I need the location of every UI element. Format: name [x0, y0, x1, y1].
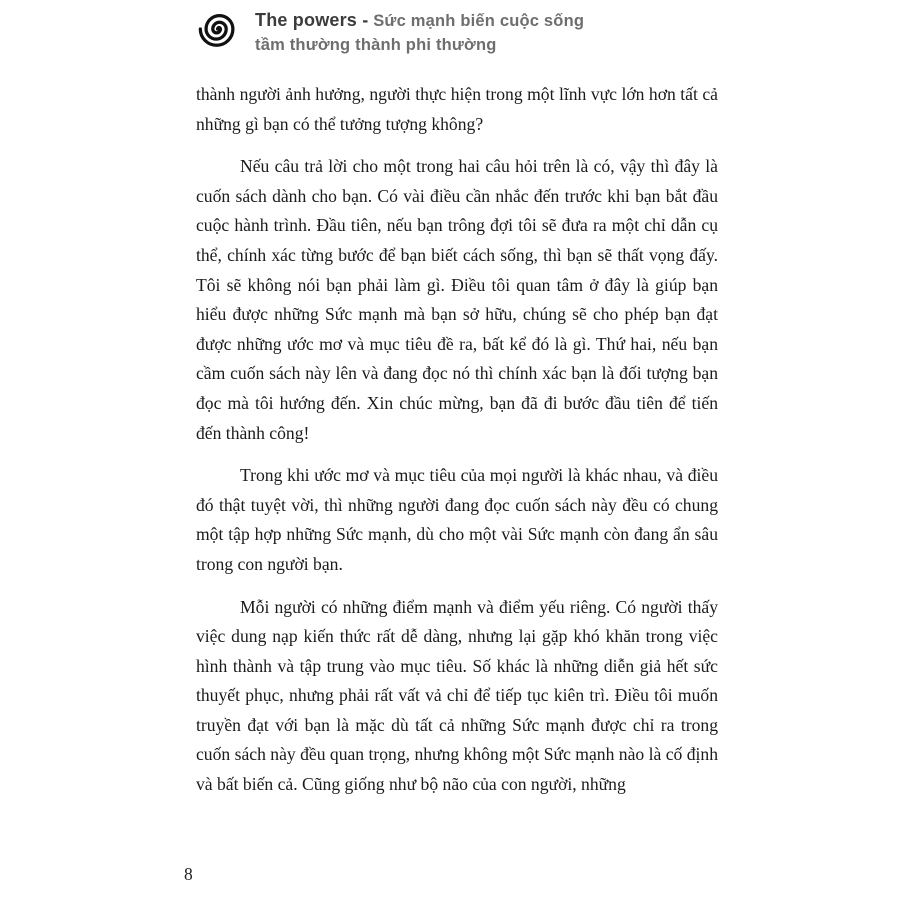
book-title [255, 5, 584, 57]
book-series-title: The powers - [255, 10, 369, 30]
paragraph: Trong khi ước mơ và mục tiêu của mọi người là khác nhau, và điều đó thật tuyệt vời, thì những người đang đọc cuốn sách này đều có chung một tập hợp những Sức mạnh, dù cho một vài Sức mạnh còn đang ẩn sâu trong con người bạn. [196, 465, 718, 574]
paragraph: Mỗi người có những điểm mạnh và điểm yếu riêng. Có người thấy việc dung nạp kiến thức rất dễ dàng, nhưng lại gặp khó khăn trong việc hình thành và tập trung vào mục tiêu. Số khác là những diễn giả hết sức thuyết phục, nhưng phải rất vất vả chỉ để tiếp tục kiên trì. Điều tôi muốn truyền đạt với bạn là mặc dù tất cả những Sức mạnh được chỉ ra trong cuốn sách này đều quan trọng, nhưng không một Sức mạnh nào là cố định và bất biến cả. Cũng giống như bộ não của con người, những [196, 596, 718, 795]
paragraph: thành người ảnh hưởng, người thực hiện trong một lĩnh vực lớn hơn tất cả những gì bạn có thể tưởng tượng không? [196, 84, 718, 134]
page-header [196, 5, 584, 57]
book-title-line1 [255, 8, 584, 33]
paragraph: Nếu câu trả lời cho một trong hai câu hỏi trên là có, vậy thì đây là cuốn sách dành cho bạn. Có vài điều cần nhắc đến trước khi bạn bắt đầu cuộc hành trình. Đầu tiên, nếu bạn trông đợi tôi sẽ đưa ra một chỉ dẫn cụ thể, chính xác từng bước để bạn biết cách sống, thì bạn sẽ thất vọng đấy. Tôi sẽ không nói bạn phải làm gì. Điều tôi quan tâm ở đây là giúp bạn hiểu được những Sức mạnh mà bạn sở hữu, chúng sẽ cho phép bạn đạt được những ước mơ và mục tiêu đề ra, bất kể đó là gì. Thứ hai, nếu bạn cầm cuốn sách này lên và đang đọc nó thì chính xác bạn là đối tượng bạn đọc mà tôi hướng đến. Xin chúc mừng, bạn đã đi bước đầu tiên để tiến đến thành công! [196, 156, 718, 443]
book-subtitle-part1: Sức mạnh biến cuộc sống [373, 12, 585, 30]
book-subtitle-part2: tầm thường thành phi thường [255, 36, 497, 54]
page-number: 8 [184, 864, 193, 884]
spiral-icon [196, 6, 242, 52]
page-body [196, 80, 718, 813]
